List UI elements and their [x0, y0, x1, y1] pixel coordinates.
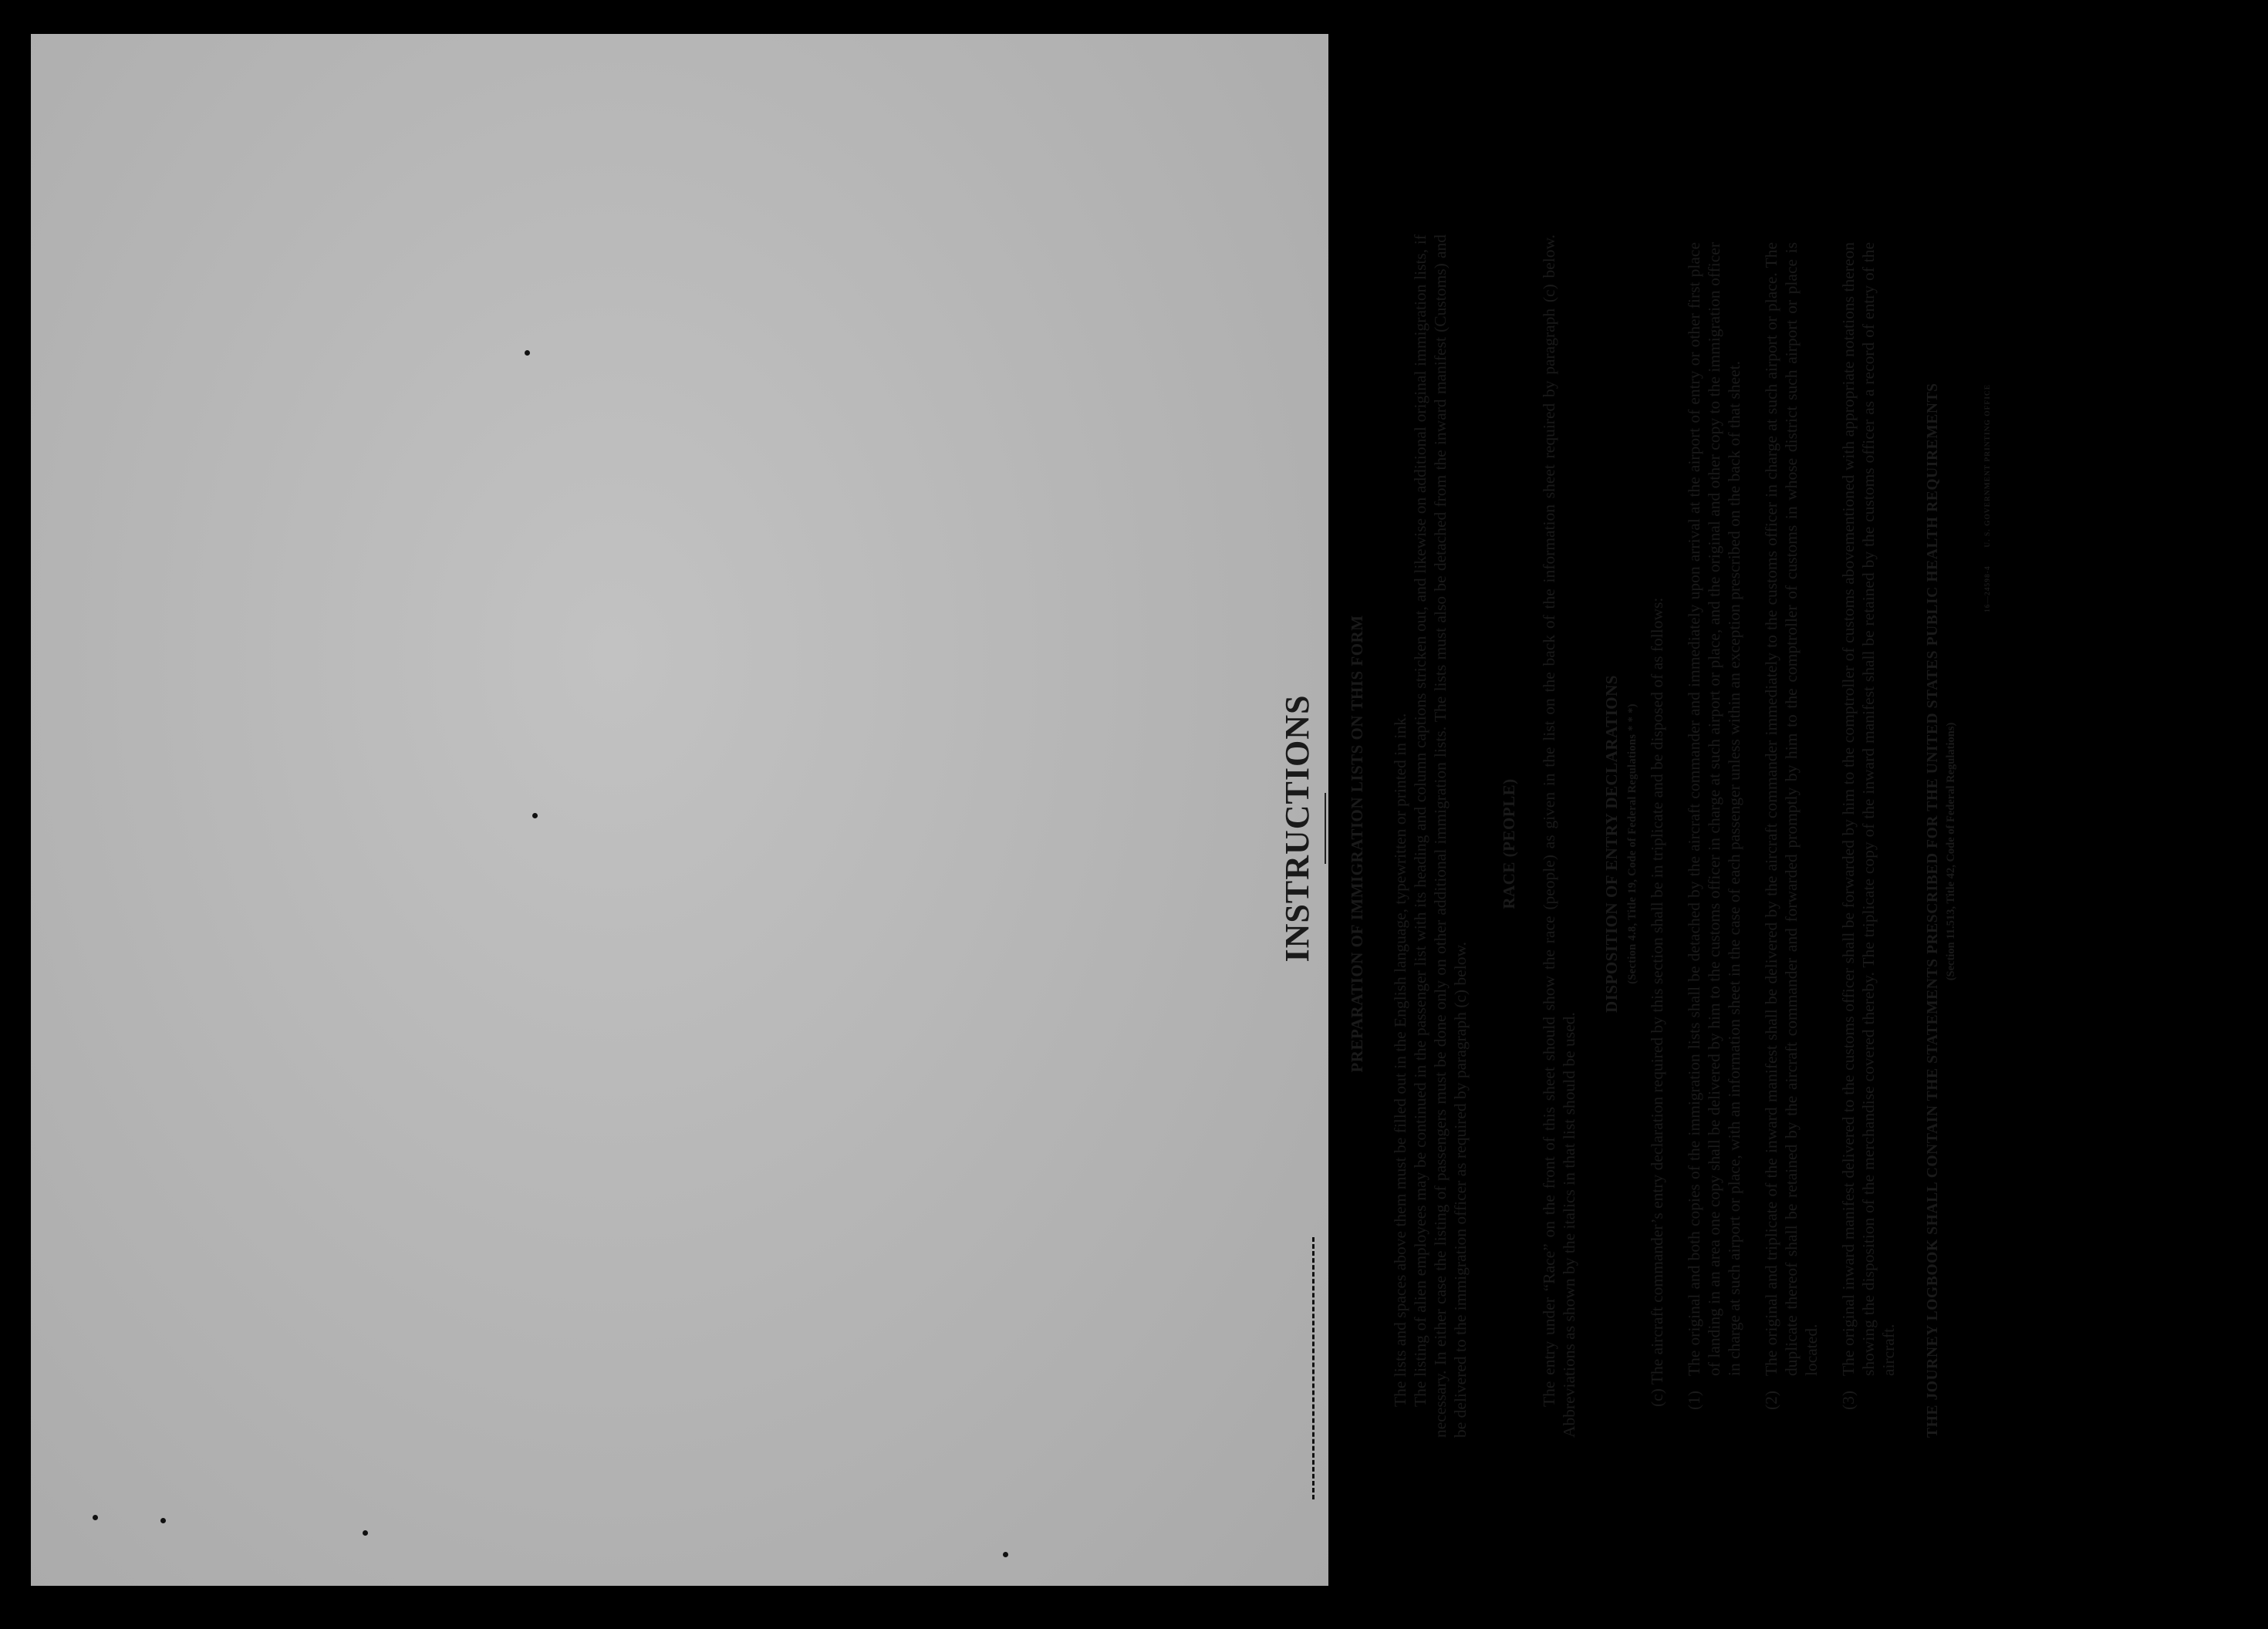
- title-rule: [1325, 793, 1326, 864]
- item-text: The original and triplicate of the inward manifest shall be delivered by the aircraft commander immediately to the customs officer in charge at such airport or place. The duplicate thereof shall be retained by the aircraft commander and forwarded promptly by him to the comptroller of customs in whose district such airport or place is located.: [1762, 242, 1821, 1376]
- punch-mark: [93, 1515, 98, 1520]
- logbook-statement: THE JOURNEY LOGBOOK SHALL CONTAIN THE STATEMENTS PRESCRIBED FOR THE UNITED STATES PUBLIC HEALTH REQUIREMENTS: [1925, 383, 1941, 1438]
- logbook-citation: (Section 11.513, Title 42, Code of Federal Regulations): [1945, 722, 1957, 981]
- printer-imprint: [1984, 134, 1992, 612]
- disposition-citation: (Section 4.8, Title 19, Code of Federal Regulations * * *): [1626, 703, 1639, 984]
- race-para: The entry under “Race” on the front of this sheet should show the race (people) as given in the list on the back of the information sheet required by paragraph (c) below. Abbreviations as shown by the italics in that list should be used.: [1540, 234, 1578, 1438]
- disposition-item: [1684, 242, 1744, 1410]
- punch-mark: [525, 350, 530, 356]
- printer-code: 16—24598-4: [1984, 565, 1992, 612]
- item-text: The original and both copies of the immigration lists shall be detached by the aircraft commander and immediately upon arrival at the airport of entry or other first place of landing in an area one copy shall be delivered by him to the customs officer in charge at such airport or place, and the original and other copy to the immigration officer in charge at such airport or place, with an information sheet in the case of each passenger unless within an exception prescribed on the back of that sheet.: [1685, 242, 1743, 1376]
- printer-name: U. S. GOVERNMENT PRINTING OFFICE: [1984, 383, 1992, 548]
- document-page: [31, 34, 1992, 1586]
- disposition-item: [1761, 242, 1821, 1410]
- rotated-instructions: [1173, 134, 2268, 1523]
- page-title: INSTRUCTIONS: [1278, 694, 1316, 963]
- punch-mark: [160, 1518, 166, 1523]
- disposition-intro: (c) The aircraft commander’s entry declaration required by this section shall be in triplicate and be disposed of as follows:: [1648, 597, 1666, 1407]
- item-number: (2): [1762, 1390, 1780, 1410]
- punch-mark: [363, 1530, 368, 1536]
- punch-mark: [1003, 1552, 1008, 1557]
- preparation-para-1: The lists and spaces above them must be filled out in the English language, typewritten or printed in ink.: [1391, 713, 1409, 1407]
- disposition-heading: DISPOSITION OF ENTRY DECLARATIONS: [1602, 675, 1621, 1013]
- preparation-heading: PREPARATION OF IMMIGRATION LISTS ON THIS FORM: [1348, 615, 1366, 1073]
- disposition-item: [1838, 242, 1898, 1410]
- item-text: The original inward manifest delivered to the customs officer shall be forwarded by him to the comptroller of customs abovementioned with appropriate notations thereon showing the disposition of the merchandise covered thereby. The triplicate copy of the inward manifest shall be retained by the customs officer as a record of entry of the aircraft.: [1839, 242, 1898, 1376]
- preparation-para-2: The listing of alien employees may be continued in the passenger list with its heading and column captions stricken out, and likewise on additional original immigration lists, if necessary. In either case the listing of passengers must be done only on other additional immigration lists. The lists must also be detached from the inward manifest (Customs) and be delivered to the immigration officer as required by paragraph (c) below.: [1411, 234, 1470, 1438]
- race-heading: RACE (PEOPLE): [1500, 778, 1518, 909]
- item-number: (1): [1685, 1390, 1703, 1410]
- item-number: (3): [1839, 1390, 1858, 1410]
- punch-mark: [532, 813, 538, 818]
